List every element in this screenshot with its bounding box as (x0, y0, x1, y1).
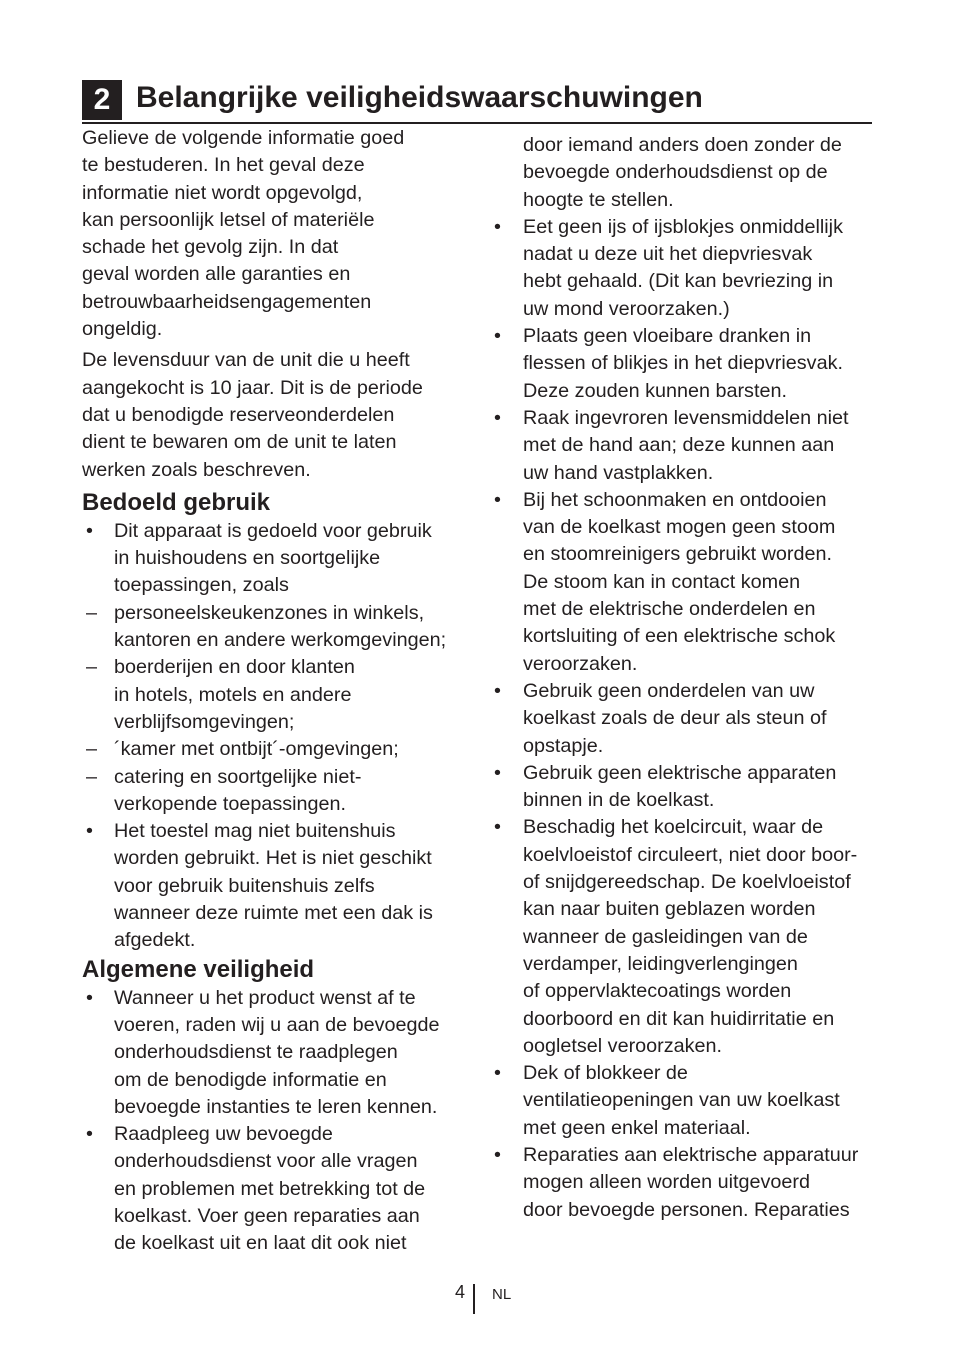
bullet-marker: • (86, 1123, 93, 1146)
dash-marker: – (86, 656, 98, 679)
list-item: • Gebruik geen elektrische apparaten binnen in de koelkast. (494, 761, 837, 812)
bullet-marker: • (494, 1143, 501, 1166)
list-item: • Beschadig het koelcircuit, waar de koelvloeistof circuleert, niet door boor- of snijdgereedschap. De koelvloeistof kan naar buiten geblazen worden wanneer de gasleidingen van de verdamper, leidingverlengingen of oppervlaktecoatings worden doorboord en dit kan huidirritatie en oogletsel veroorzaken. (494, 816, 858, 1057)
list-item: – ´kamer met ontbijt´-omgevingen; (82, 736, 472, 763)
list-item: • Raadpleeg uw bevoegde onderhoudsdienst voor alle vragen en problemen met betrekking tot de koelkast. Voer geen reparaties aan de koelkast uit en laat dit ook niet (86, 1123, 426, 1255)
section-heading-bedoeld-gebruik: Bedoeld gebruik (82, 488, 271, 516)
chapter-header (82, 78, 872, 124)
list-item: – personeelskeukenzones in winkels, kantoren en andere werkomgevingen; (86, 601, 447, 652)
bullet-marker: • (86, 519, 93, 542)
bullet-marker: • (494, 215, 501, 238)
bullet-marker: • (494, 761, 501, 784)
section-heading-algemene-veiligheid: Algemene veiligheid (82, 955, 315, 983)
list-item: • Gebruik geen onderdelen van uw koelkast zoals de deur als steun of opstapje. (494, 679, 827, 757)
bedoeld-gebruik-list (82, 518, 472, 955)
bullet-marker: • (494, 488, 501, 511)
bullet-marker: • (494, 1062, 501, 1085)
language-code: NL (492, 1286, 512, 1303)
list-item: • Raak ingevroren levensmiddelen niet met de hand aan; deze kunnen aan uw hand vastplakken. (494, 406, 849, 484)
intro-paragraph-1: Gelieve de volgende informatie goed te bestuderen. In het geval deze informatie niet wordt opgevolgd, kan persoonlijk letsel of materiële schade het gevolg zijn. In dat geval worden alle garanties en betrouwbaarheidsengagementen ongeldig. (82, 127, 405, 341)
list-item: • Dit apparaat is gedoeld voor gebruik in huishoudens en soortgelijke toepassingen, zoals (86, 519, 432, 597)
list-item: • Bij het schoonmaken en ontdooien van de koelkast mogen geen stoom en stoomreinigers gebruikt worden. De stoom kan in contact komen met de elektrische onderdelen en kortsluiting of een elektrische schok veroorzaken. (494, 488, 836, 675)
page-title: Belangrijke veiligheidswaarschuwingen (136, 81, 703, 114)
footer-divider (473, 1284, 475, 1314)
bullet-marker: • (494, 816, 501, 839)
list-item: – catering en soortgelijke niet- verkopende toepassingen. (86, 765, 362, 815)
page-number: 4 (455, 1282, 466, 1302)
bullet-marker: • (494, 679, 501, 702)
list-item: – boerderijen en door klanten in hotels, motels en andere verblijfsomgevingen; (86, 656, 355, 733)
list-item: • Eet geen ijs of ijsblokjes onmiddellijk nadat u deze uit het diepvriesvak hebt gehaald. (Dit kan bevriezing in uw mond veroorzaken.) (494, 215, 843, 320)
bullet-marker: • (494, 406, 501, 429)
left-column (82, 125, 472, 1258)
safety-warnings-list (490, 214, 880, 1224)
page-footer (0, 1280, 954, 1316)
chapter-number-badge: 2 (82, 80, 122, 120)
right-column (490, 132, 880, 1224)
list-item: • Dek of blokkeer de ventilatieopeningen van uw koelkast met geen enkel materiaal. (494, 1062, 840, 1139)
dash-marker: – (86, 601, 98, 624)
bullet-marker: • (86, 820, 93, 843)
dash-marker: – (86, 738, 98, 761)
list-item: • Wanneer u het product wenst af te voeren, raden wij u aan de bevoegde onderhoudsdienst te raadplegen om de benodigde informatie en bevoegde instanties te leren kennen. (86, 986, 440, 1118)
bullet-marker: • (494, 325, 501, 348)
algemene-veiligheid-list (82, 985, 472, 1258)
list-item: • Het toestel mag niet buitenshuis worden gebruikt. Het is niet geschikt voor gebruik buitenshuis zelfs wanneer deze ruimte met een dak is afgedekt. (86, 820, 433, 952)
dash-marker: – (86, 765, 98, 788)
continued-text: door iemand anders doen zonder de bevoegde onderhoudsdienst op de hoogte te stellen. (523, 134, 842, 211)
list-item: • Reparaties aan elektrische apparatuur mogen alleen worden uitgevoerd door bevoegde personen. Reparaties (494, 1143, 859, 1221)
list-item: • Plaats geen vloeibare dranken in flessen of blikjes in het diepvriesvak. Deze zouden kunnen barsten. (494, 325, 843, 402)
bullet-marker: • (86, 986, 93, 1009)
intro-paragraph-2: De levensduur van de unit die u heeft aangekocht is 10 jaar. Dit is de periode dat u benodigde reserveonderdelen dient te bewaren om de unit te laten werken zoals beschreven. (82, 349, 423, 481)
